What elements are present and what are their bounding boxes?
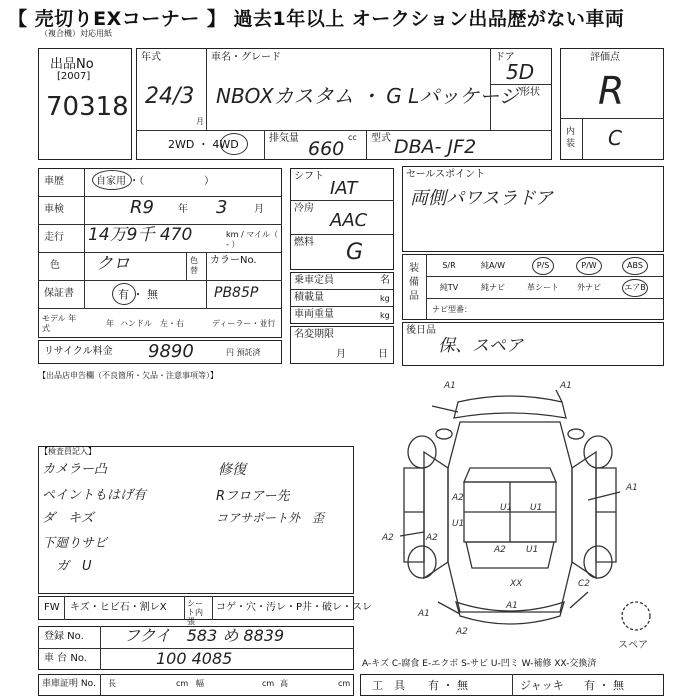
mileage-unit: km / マイル（ - ） (226, 230, 279, 249)
month-unit: 月 (196, 117, 204, 126)
eq-ps-circle (532, 257, 554, 275)
color-no-value: PB85P (214, 285, 259, 301)
eq-airbag-circle (622, 279, 648, 297)
inspection-month-unit: 月 (254, 204, 264, 215)
eq-alloy: 純A/W (480, 261, 506, 270)
dealer-label: ディーラー・並行 (212, 319, 276, 328)
mark-a1-rear-left: A1 (418, 609, 430, 619)
mark-a1-rear-center: A1 (506, 601, 518, 611)
reg-label: 登録 No. (44, 631, 84, 642)
equipment-label: 装備品 (409, 263, 419, 302)
inspection-label: 車検 (44, 204, 64, 215)
mark-a2-rear: A2 (494, 545, 506, 555)
inspector-note-2: ペイントもはげ有 (42, 488, 147, 503)
listing-stamp: [2007] (57, 71, 91, 82)
mark-a1-right-side: A1 (626, 483, 638, 493)
inspector-note-7: Rフロアー先 (216, 489, 290, 504)
color-label: 色 (50, 260, 60, 271)
inspector-note-4: 下廻りサビ (42, 536, 108, 551)
regchange-month-unit: 月 (336, 349, 346, 360)
door-value: 5D (506, 60, 535, 84)
drive-label: 2WD ・ 4WD (168, 138, 239, 151)
color-change-label: 色替 (190, 256, 198, 275)
shape-label: 形状 (520, 87, 540, 98)
chassis-value: 100 4085 (156, 649, 233, 668)
model-label: 型式 (371, 133, 391, 144)
score-value: R (598, 69, 625, 113)
model-change-label: モデル 年式 (42, 314, 77, 333)
reg-value: フクイ 583 め 8839 (124, 626, 285, 645)
sales-point-label: セールスポイント (406, 169, 486, 180)
interior-label: 内装 (566, 127, 576, 149)
recycle-label: リサイクル料金 (44, 346, 113, 357)
mark-xx-rear: XX (510, 579, 523, 589)
interior-value: C (608, 126, 622, 150)
year-value: 24/3 (145, 84, 195, 109)
mark-a2-left: A2 (452, 493, 464, 503)
mark-u1-rear: U1 (526, 545, 539, 555)
weight-unit: kg (380, 311, 390, 320)
capacity-unit: 名 (380, 275, 390, 286)
fuel-value: G (346, 240, 364, 265)
ac-label: 冷房 (294, 203, 314, 214)
regchange-day-unit: 日 (378, 349, 388, 360)
sheet-subtitle: （複合機）対応用紙 (40, 29, 112, 38)
mileage-label: 走行 (44, 232, 64, 243)
eq-abs-circle (622, 257, 648, 275)
inspection-year-unit: 年 (178, 204, 188, 215)
page-title: 【 売切りEXコーナー 】 過去1年以上 オークション出品歴がない車両 (8, 7, 625, 30)
jack-label: ジャッキ (520, 679, 564, 692)
shift-value: IAT (330, 178, 358, 199)
mark-u1-center: U1 (500, 503, 513, 513)
cert-height-unit: cm (338, 679, 351, 688)
eq-navi: 純ナビ (481, 283, 505, 292)
cert-length-label: 長 (108, 679, 116, 688)
history-box (38, 168, 282, 338)
mark-a2-left-side: A2 (382, 533, 394, 543)
inspector-note-5: ガ U (56, 559, 92, 574)
car-name-label: 車名・グレード (211, 52, 281, 63)
tool-value: 有 ・ 無 (428, 679, 468, 692)
inspector-note-6: 修復 (218, 462, 246, 478)
car-name-value: NBOXカスタム ・ G Lパッケージ (216, 84, 519, 108)
drive-circle (220, 133, 248, 155)
weight-label: 車両重量 (294, 309, 334, 320)
recycle-value: 9890 (148, 341, 194, 362)
history-label: 車歴 (44, 176, 64, 187)
damage-legend: A-キズ C-腐食 E-エクボ S-サビ U-凹ミ W-補修 XX-交換済 (362, 659, 597, 669)
eq-sunroof: S/R (442, 261, 456, 270)
after-market-label: 後日品 (406, 325, 436, 336)
cert-length-unit: cm (176, 679, 189, 688)
warranty-label: 保証書 (44, 288, 74, 299)
history-circle (92, 170, 132, 190)
inspector-label: 【検査員記入】 (40, 447, 96, 456)
warranty-value: 有 ・ 無 (118, 288, 158, 301)
declaration-label: 【出品店申告欄（不良箇所・欠品・注意事項等）】 (38, 371, 218, 380)
eq-abs: ABS (627, 261, 643, 270)
listing-number: 70318 (46, 92, 129, 122)
cert-label: 車庫証明 No. (42, 679, 96, 689)
mark-u1-left: U1 (452, 519, 465, 529)
cert-width-label: 幅 (196, 679, 204, 688)
load-label: 積載量 (294, 292, 324, 303)
listing-label: 出品No (50, 57, 94, 72)
cert-height-label: 高 (280, 679, 288, 688)
mileage-value: 14万9千 470 (88, 225, 193, 245)
year-label: 年式 (141, 52, 161, 63)
mark-a1-front-right: A1 (560, 381, 572, 391)
inspector-note-1: カメラー凸 (42, 462, 108, 477)
color-value: クロ (96, 254, 130, 274)
fuel-label: 燃料 (294, 237, 314, 248)
mark-a2-rear-bottom: A2 (456, 627, 468, 637)
glass-text: キズ・ヒビ石・割レX (70, 602, 167, 613)
score-label: 評価点 (590, 52, 620, 63)
displacement-value: 660 (308, 138, 345, 160)
jack-value: 有 ・ 無 (584, 679, 624, 692)
inspector-note-3: ダ キズ (42, 511, 94, 526)
door-label: ドア (495, 52, 515, 63)
mark-u1-center-right: U1 (530, 503, 543, 513)
eq-airbag: エアB (624, 283, 646, 292)
spare-label: スペア (618, 640, 648, 651)
ac-value: AAC (330, 210, 368, 231)
inspector-note-8: コアサポート外 歪 (216, 511, 325, 525)
color-no-label: カラーNo. (210, 255, 257, 266)
sales-point-value: 両側パワスラドア (410, 188, 553, 209)
recycle-unit: 円 預託済 (226, 348, 261, 357)
inspection-value: R9 (130, 197, 154, 218)
car-damage-diagram (360, 372, 664, 662)
displacement-unit: cc (348, 133, 357, 142)
eq-pw-circle (576, 257, 602, 275)
shift-label: シフト (294, 171, 324, 182)
seat-text: コゲ・穴・汚レ・P井・破レ・スレ (216, 602, 373, 613)
after-market-value: 保、スペア (438, 336, 523, 356)
mark-a2-left-rear: A2 (426, 533, 438, 543)
eq-leather: 革シート (527, 283, 559, 292)
eq-ext-navi: 外ナビ (577, 283, 601, 292)
seat-label: シート内張 (187, 599, 203, 626)
eq-pw: P/W (581, 261, 597, 270)
eq-ps: P/S (536, 261, 550, 270)
load-unit: kg (380, 294, 390, 303)
history-value: 自家用 ・（ ） (96, 176, 215, 187)
mark-a1-front-left: A1 (444, 381, 456, 391)
tool-label: 工 具 (372, 679, 405, 692)
warranty-circle (112, 283, 136, 305)
handle-label: ハンドル 左・右 (120, 319, 184, 328)
model-value: DBA- JF2 (394, 136, 477, 158)
mark-c2-rear: C2 (578, 579, 591, 589)
model-change-year: 年 (106, 319, 114, 328)
capacity-label: 乗車定員 (294, 275, 334, 286)
inspection-month: 3 (216, 197, 228, 218)
eq-tv: 純TV (439, 283, 459, 292)
navi-model-label: ナビ型番： (432, 305, 472, 314)
glass-label: FW (44, 602, 60, 613)
regchange-label: 名変期限 (294, 329, 334, 340)
cert-width-unit: cm (262, 679, 275, 688)
chassis-label: 車 台 No. (44, 653, 87, 664)
displacement-label: 排気量 (269, 133, 299, 144)
